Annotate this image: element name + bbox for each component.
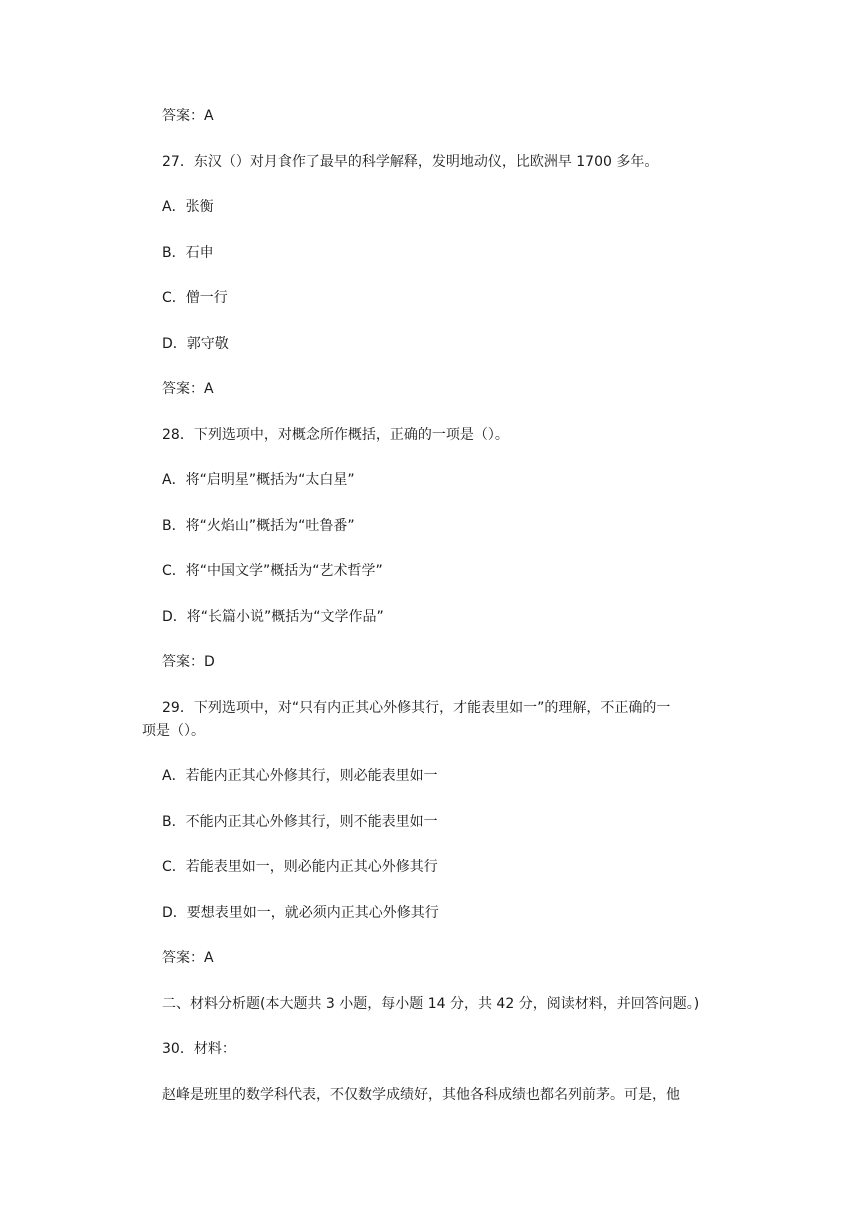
question-28-option-a: A．将“启明星”概括为“太白星” [162,472,355,488]
answer-27: 答案：A [162,381,214,397]
question-30: 30．材料： [162,1041,236,1057]
question-27-option-d: D．郭守敬 [162,336,229,352]
question-29-line-1: 29．下列选项中，对“只有内正其心外修其行，才能表里如一”的理解，不正确的一 [162,700,671,716]
question-30-material: 赵峰是班里的数学科代表，不仅数学成绩好，其他各科成绩也都名列前茅。可是，他 [162,1087,680,1103]
answer-29: 答案：A [162,950,214,966]
answer-28: 答案：D [162,654,215,670]
question-27-option-b: B．石申 [162,245,214,261]
question-29-option-d: D．要想表里如一，就必须内正其心外修其行 [162,905,439,921]
question-27-option-a: A．张衡 [162,199,214,215]
section-2-heading: 二、材料分析题(本大题共 3 小题，每小题 14 分，共 42 分，阅读材料，并回答问题。) [162,996,700,1012]
question-27-option-c: C．僧一行 [162,290,228,306]
question-29-option-b: B．不能内正其心外修其行，则不能表里如一 [162,814,438,830]
question-28-option-c: C．将“中国文学”概括为“艺术哲学” [162,563,383,579]
question-29-line-2: 项是（）。 [142,723,205,739]
question-28: 28．下列选项中，对概念所作概括，正确的一项是（）。 [162,427,509,443]
question-28-option-b: B．将“火焰山”概括为“吐鲁番” [162,518,355,534]
answer-26: 答案：A [162,108,214,124]
question-29-option-c: C．若能表里如一，则必能内正其心外修其行 [162,859,438,875]
question-27: 27．东汉（）对月食作了最早的科学解释，发明地动仪，比欧洲早 1700 多年。 [162,154,659,170]
question-29-option-a: A．若能内正其心外修其行，则必能表里如一 [162,768,438,784]
question-28-option-d: D．将“长篇小说”概括为“文学作品” [162,609,384,625]
